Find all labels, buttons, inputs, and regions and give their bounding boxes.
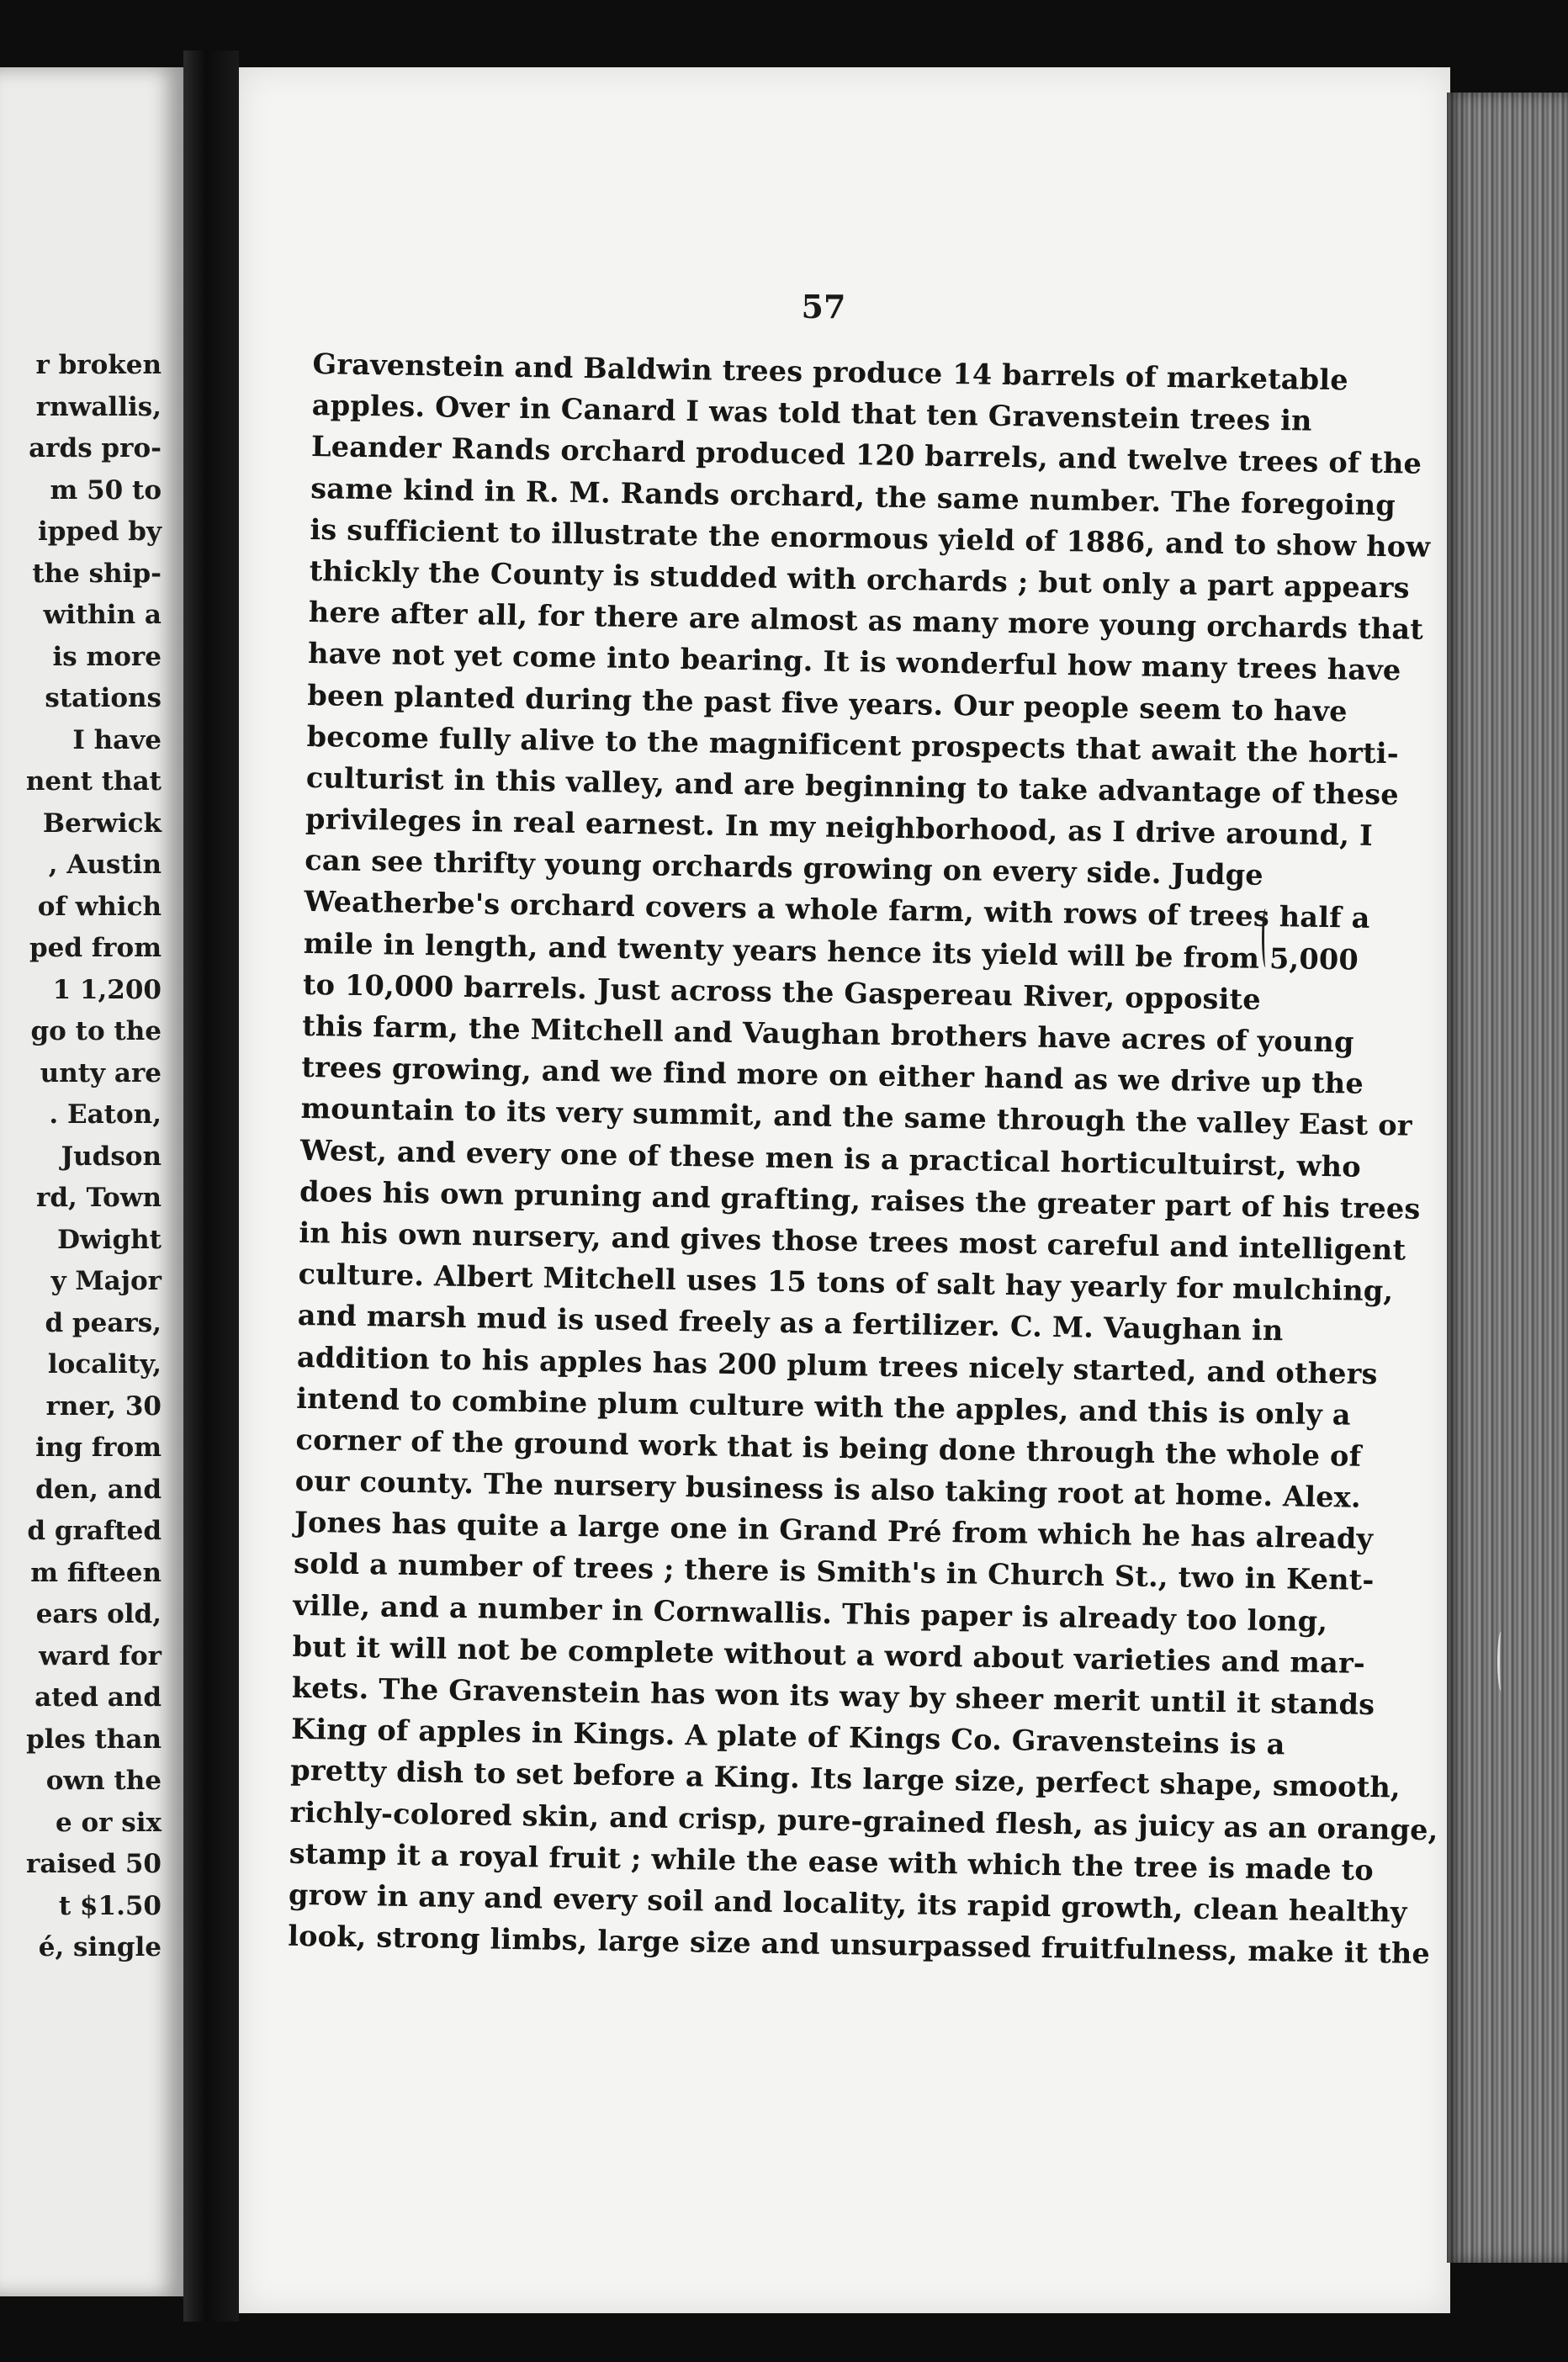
left-page-line: unty are — [40, 1057, 162, 1088]
text-line: same kind in R. M. Rands orchard, the same number. The foregoing — [310, 471, 1396, 522]
text-line: our county. The nursery business is also taking root at home. Alex. — [294, 1464, 1362, 1514]
text-line: thickly the County is studded with orchards ; but only a part appears — [309, 553, 1411, 605]
left-page-line: ipped by — [37, 516, 162, 547]
left-page-line: 1 1,200 — [52, 974, 162, 1005]
left-page-line: y Major — [50, 1266, 162, 1296]
text-line: culture. Albert Mitchell uses 15 tons of salt hay yearly for mulching, — [298, 1257, 1394, 1308]
left-page-line: ing from — [35, 1433, 162, 1463]
left-page-line: ated and — [34, 1682, 162, 1713]
text-line: richly-colored skin, and crisp, pure-grained flesh, as juicy as an orange, — [289, 1795, 1438, 1846]
book-gutter — [183, 50, 239, 2322]
text-line: and marsh mud is used freely as a fertilizer. C. M. Vaughan in — [297, 1299, 1284, 1348]
text-line: can see thrifty young orchards growing on every side. Judge — [305, 844, 1264, 892]
text-line: become fully alive to the magnificent prospects that await the horti- — [306, 719, 1400, 771]
text-line: but it will not be complete without a word about varieties and mar- — [292, 1629, 1366, 1680]
left-page-line: , Austin — [48, 850, 162, 880]
ink-mark — [1497, 1632, 1505, 1691]
text-line: kets. The Gravenstein has won its way by sheer merit until it stands — [291, 1671, 1375, 1722]
left-page-line: ward for — [39, 1640, 162, 1671]
left-page-line: of which — [37, 891, 162, 922]
text-line: pretty dish to set before a King. Its large size, perfect shape, smooth, — [290, 1754, 1401, 1804]
left-page-line: rd, Town — [35, 1183, 162, 1213]
left-page-line: r broken — [35, 350, 162, 380]
left-page-line: within a — [43, 600, 162, 630]
left-page-line: e or six — [55, 1807, 162, 1838]
left-page-line: I have — [72, 724, 162, 755]
text-line: Weatherbe's orchard covers a whole farm, with rows of trees half a — [304, 885, 1370, 935]
left-page-line: ples than — [26, 1724, 162, 1755]
text-line: sold a number of trees ; there is Smith's in Church St., two in Kent- — [293, 1547, 1375, 1597]
text-line: to 10,000 barrels. Just across the Gaspereau River, opposite — [302, 967, 1262, 1016]
text-line: here after all, for there are almost as many more young orchards that — [308, 596, 1424, 646]
text-line: Gravenstein and Baldwin trees produce 14 barrels of marketable — [312, 347, 1349, 397]
left-page-line: m 50 to — [50, 474, 162, 506]
left-page-line: Dwight — [57, 1224, 162, 1255]
text-line: grow in any and every soil and locality, its rapid growth, clean healthy — [288, 1877, 1407, 1929]
text-line: culturist in this valley, and are beginning to take advantage of these — [305, 760, 1400, 812]
ink-mark — [1262, 908, 1269, 967]
text-line: addition to his apples has 200 plum trees nicely started, and others — [296, 1340, 1378, 1390]
left-page-text — [26, 345, 162, 1969]
left-page-line: Judson — [61, 1141, 162, 1172]
text-line: intend to combine plum culture with the apples, and this is only a — [295, 1381, 1352, 1432]
text-line: been planted during the past five years. Our people seem to have — [307, 678, 1348, 728]
left-page-line: t $1.50 — [58, 1890, 162, 1921]
text-line: mile in length, and twenty years hence its yield will be from 5,000 — [303, 926, 1359, 977]
text-line: apples. Over in Canard I was told that ten Gravenstein trees in — [311, 389, 1312, 437]
left-page-line: d pears, — [45, 1307, 162, 1338]
page-block-edge — [1447, 93, 1568, 2263]
left-page-line: own the — [45, 1766, 162, 1796]
left-page-line: the ship- — [32, 558, 162, 589]
text-line: does his own pruning and grafting, raises the greater part of his trees — [299, 1174, 1421, 1226]
left-page-line: é, single — [38, 1932, 162, 1962]
text-line: ville, and a number in Cornwallis. This paper is already too long, — [293, 1588, 1328, 1638]
left-page-line: m fifteen — [30, 1557, 162, 1588]
text-line: Jones has quite a large one in Grand Pré from which he has already — [294, 1506, 1374, 1556]
page-number: 57 — [801, 288, 846, 326]
text-line: privileges in real earnest. In my neighborhood, as I drive around, I — [305, 802, 1374, 852]
left-page-line: rnwallis, — [35, 391, 162, 422]
left-page-line: go to the — [30, 1016, 162, 1046]
text-line: stamp it a royal fruit ; while the ease with which the tree is made to — [289, 1836, 1375, 1887]
text-line: look, strong limbs, large size and unsurpassed fruitfulness, make it the — [287, 1919, 1431, 1971]
left-facing-page — [0, 67, 183, 2296]
text-line: in his own nursery, and gives those trees most careful and intelligent — [299, 1215, 1406, 1267]
text-line: Leander Rands orchard produced 120 barrels, and twelve trees of the — [310, 430, 1422, 481]
left-page-line: is more — [52, 641, 162, 672]
text-line: trees growing, and we find more on either hand as we drive up the — [301, 1051, 1364, 1100]
text-line: mountain to its very summit, and the same through the valley East or — [300, 1092, 1412, 1143]
text-line: King of apples in Kings. A plate of Kings Co. Gravensteins is a — [290, 1712, 1285, 1761]
left-page-line: ards pro- — [29, 433, 162, 463]
left-page-line: ped from — [29, 933, 162, 963]
left-page-line: raised 50 — [26, 1849, 162, 1879]
left-page-line: nent that — [25, 766, 162, 797]
page-body-text — [287, 343, 1438, 1972]
left-page-line: stations — [45, 683, 162, 713]
text-line: have not yet come into bearing. It is wonderful how many trees have — [307, 637, 1401, 687]
text-line: corner of the ground work that is being done through the whole of — [295, 1422, 1362, 1473]
left-page-line: locality, — [47, 1349, 162, 1380]
left-page-line: rner, 30 — [45, 1390, 162, 1422]
text-line: is sufficient to illustrate the enormous yield of 1886, and to show how — [310, 512, 1431, 564]
left-page-line: ears old, — [35, 1599, 162, 1629]
left-page-line: . Eaton, — [49, 1099, 162, 1130]
left-page-line: d grafted — [27, 1516, 162, 1546]
left-page-line: den, and — [35, 1474, 162, 1505]
text-line: West, and every one of these men is a practical horticultuirst, who — [299, 1133, 1362, 1184]
left-page-line: Berwick — [42, 808, 162, 839]
text-line: this farm, the Mitchell and Vaughan brothers have acres of young — [301, 1009, 1354, 1059]
